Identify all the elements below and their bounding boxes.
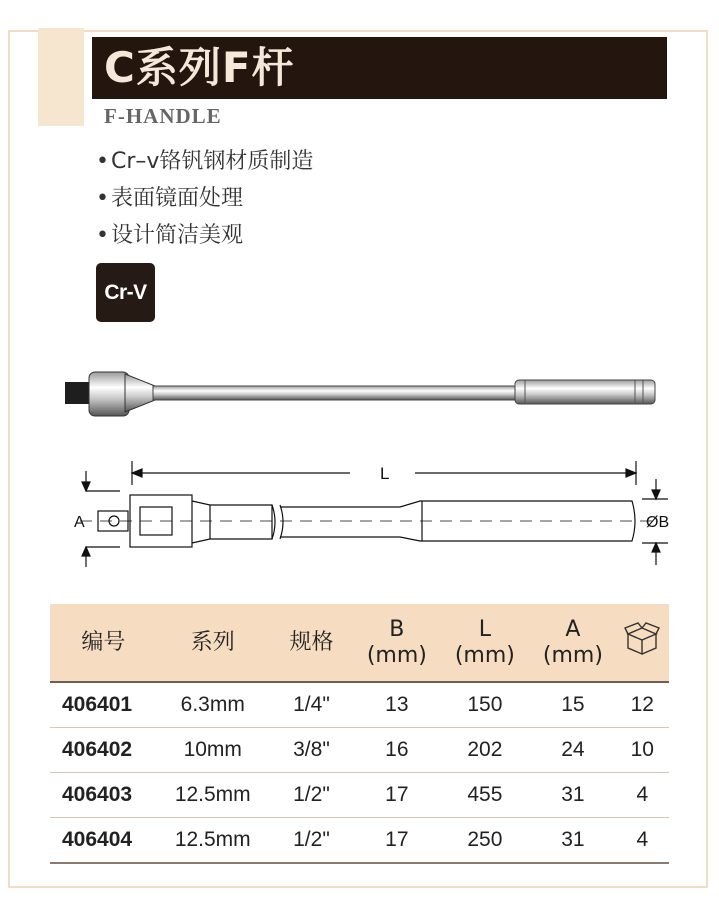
header-A: A (mm) [542,616,603,668]
table-row: 406403 12.5mm 1/2" 17 455 31 4 [50,773,669,818]
label-L: L [380,464,390,483]
header-series: 系列 [190,629,235,655]
table-header-row [50,604,669,682]
f-handle-photo [55,360,675,430]
table-row: 406404 12.5mm 1/2" 17 250 31 4 [50,818,669,864]
feature-item: • 设计简洁美观 [96,217,313,254]
material-badge: Cr-V [96,263,155,322]
spec-table [50,604,669,864]
feature-list [96,143,313,254]
label-A: A [74,514,85,531]
header-spec: 规格 [289,629,334,655]
page-title: C系列F杆 [104,43,295,92]
handle-grip [515,380,655,404]
header-L: L (mm) [454,616,515,668]
handle-shaft [153,386,523,400]
header-code: 编号 [81,629,126,655]
hinge-head [89,372,129,416]
f-handle-diagram [60,455,680,580]
table-row: 406402 10mm 3/8" 16 202 24 10 [50,728,669,773]
title-accent-block [38,28,84,126]
square-drive [65,382,91,404]
feature-item: • 表面镜面处理 [96,180,313,217]
page-subtitle: F-HANDLE [104,104,222,128]
carton-box-icon [616,604,669,682]
label-B: ØB [646,514,670,531]
feature-item: • Cr–v铬钒钢材质制造 [96,143,313,180]
table-row: 406401 6.3mm 1/4" 13 150 15 12 [50,682,669,728]
header-B: B (mm) [366,616,427,668]
